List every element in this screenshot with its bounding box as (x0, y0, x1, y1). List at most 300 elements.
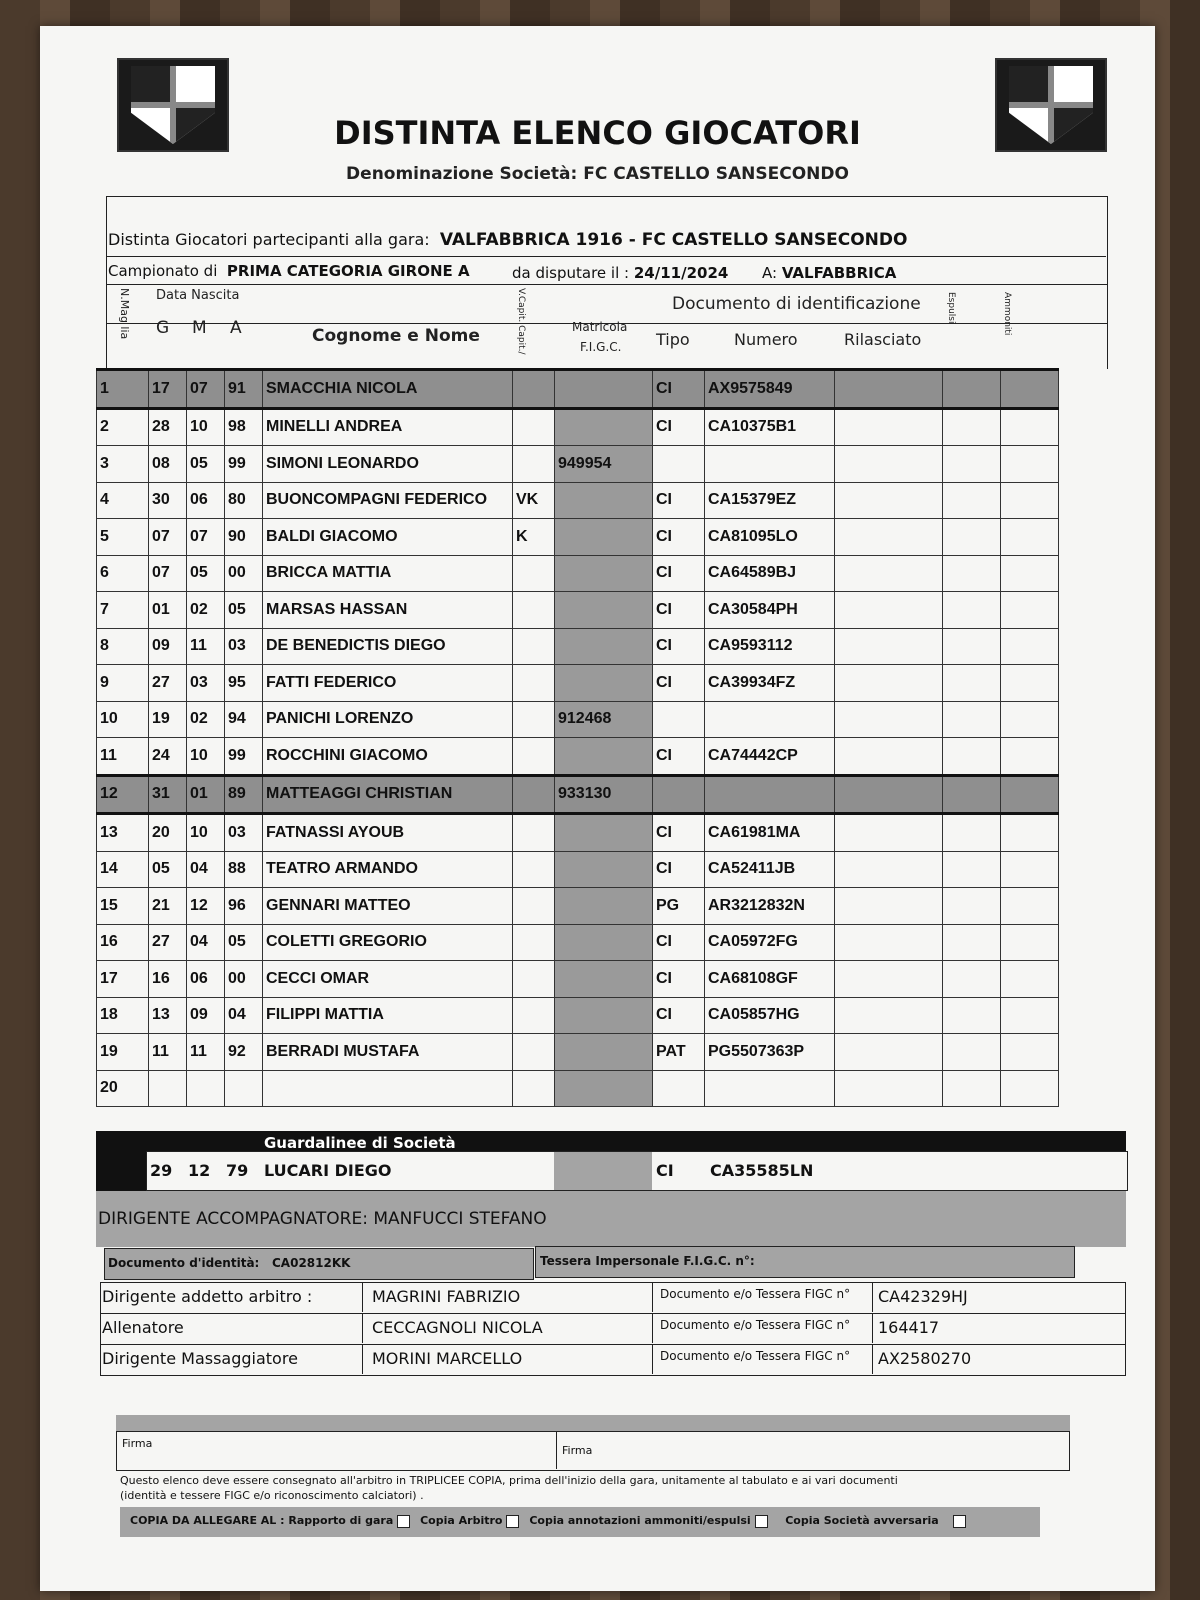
player-doc-tipo (653, 775, 705, 814)
firma-label-2: Firma (562, 1444, 593, 1457)
doc-identita-value: CA02812KK (272, 1256, 351, 1270)
player-doc-rilasciato (835, 446, 943, 483)
staff-role: Dirigente Massaggiatore (102, 1349, 298, 1368)
player-doc-tipo: CI (653, 408, 705, 446)
player-number: 7 (97, 592, 149, 629)
match-line: Distinta Giocatori partecipanti alla gara: VALFABBRICA 1916 - FC CASTELLO SANSECONDO (108, 230, 908, 250)
staff-divider (362, 1282, 363, 1312)
player-espulsi (943, 482, 1001, 519)
player-birth-year: 88 (225, 851, 263, 888)
player-birth-month: 07 (187, 519, 225, 556)
staff-doc-label: Documento e/o Tessera FIGC n° (660, 1287, 851, 1301)
staff-doc: 164417 (878, 1318, 940, 1337)
player-captain (513, 961, 555, 998)
staff-doc: CA42329HJ (878, 1287, 968, 1306)
player-birth-day: 27 (149, 665, 187, 702)
player-captain (513, 775, 555, 814)
player-captain (513, 1034, 555, 1071)
player-name: FILIPPI MATTIA (263, 997, 513, 1034)
player-row (97, 482, 1059, 519)
player-row (97, 408, 1059, 446)
player-ammoniti (1001, 555, 1059, 592)
col-name: Cognome e Nome (312, 326, 480, 346)
col-matricola: Matricola (572, 320, 628, 334)
player-captain (513, 408, 555, 446)
player-doc-tipo: CI (653, 592, 705, 629)
col-num: N.Mag lia (118, 288, 131, 340)
player-number: 6 (97, 555, 149, 592)
player-espulsi (943, 701, 1001, 738)
player-doc-rilasciato (835, 701, 943, 738)
col-rilasciato: Rilasciato (844, 330, 922, 349)
player-espulsi (943, 961, 1001, 998)
col-g: G (156, 318, 170, 338)
player-doc-tipo: PG (653, 888, 705, 925)
player-birth-year: 00 (225, 555, 263, 592)
player-number: 11 (97, 738, 149, 776)
player-espulsi (943, 555, 1001, 592)
player-matricola: 949954 (555, 446, 653, 483)
player-matricola (555, 738, 653, 776)
player-captain (513, 555, 555, 592)
player-birth-month: 05 (187, 446, 225, 483)
player-name: TEATRO ARMANDO (263, 851, 513, 888)
player-matricola: 933130 (555, 775, 653, 814)
player-name: BALDI GIACOMO (263, 519, 513, 556)
player-doc-tipo: PAT (653, 1034, 705, 1071)
firma-bar (116, 1415, 1070, 1431)
player-doc-numero: CA05857HG (705, 997, 835, 1034)
player-name: BERRADI MUSTAFA (263, 1034, 513, 1071)
player-number: 20 (97, 1070, 149, 1107)
player-doc-tipo: CI (653, 628, 705, 665)
player-matricola (555, 408, 653, 446)
dirigente-line: DIRIGENTE ACCOMPAGNATORE: MANFUCCI STEFANO (98, 1209, 547, 1229)
player-ammoniti (1001, 701, 1059, 738)
firma-box (116, 1431, 1070, 1471)
player-ammoniti (1001, 482, 1059, 519)
player-matricola (555, 924, 653, 961)
staff-name: CECCAGNOLI NICOLA (372, 1318, 543, 1337)
player-birth-month: 01 (187, 775, 225, 814)
player-espulsi (943, 924, 1001, 961)
player-captain (513, 370, 555, 409)
player-doc-rilasciato (835, 408, 943, 446)
player-birth-month: 10 (187, 408, 225, 446)
document-sheet (40, 26, 1155, 1591)
player-matricola (555, 888, 653, 925)
player-doc-rilasciato (835, 1034, 943, 1071)
player-doc-rilasciato (835, 775, 943, 814)
player-ammoniti (1001, 851, 1059, 888)
player-row (97, 814, 1059, 852)
player-matricola (555, 1034, 653, 1071)
player-matricola (555, 482, 653, 519)
player-birth-day: 31 (149, 775, 187, 814)
player-espulsi (943, 1070, 1001, 1107)
player-name: GENNARI MATTEO (263, 888, 513, 925)
player-row (97, 701, 1059, 738)
player-birth-year: 00 (225, 961, 263, 998)
player-ammoniti (1001, 924, 1059, 961)
staff-divider (872, 1313, 873, 1343)
player-row (97, 628, 1059, 665)
player-birth-day (149, 1070, 187, 1107)
player-captain (513, 701, 555, 738)
player-doc-numero: CA64589BJ (705, 555, 835, 592)
player-birth-month: 11 (187, 1034, 225, 1071)
player-number: 1 (97, 370, 149, 409)
player-birth-month: 06 (187, 482, 225, 519)
player-row (97, 592, 1059, 629)
player-doc-rilasciato (835, 851, 943, 888)
linesman-numero: CA35585LN (710, 1161, 814, 1180)
firma-label-1: Firma (122, 1437, 153, 1450)
player-doc-numero: CA74442CP (705, 738, 835, 776)
divider (106, 256, 1106, 257)
player-birth-year: 99 (225, 738, 263, 776)
linesman-label: Guardalinee di Società (264, 1134, 456, 1152)
player-birth-month: 12 (187, 888, 225, 925)
player-birth-day: 09 (149, 628, 187, 665)
player-row (97, 738, 1059, 776)
player-birth-month: 03 (187, 665, 225, 702)
player-ammoniti (1001, 738, 1059, 776)
player-doc-tipo (653, 701, 705, 738)
doc-identita-label: Documento d'identità: (108, 1256, 260, 1270)
player-doc-rilasciato (835, 888, 943, 925)
player-doc-numero: CA39934FZ (705, 665, 835, 702)
player-doc-tipo: CI (653, 482, 705, 519)
player-espulsi (943, 738, 1001, 776)
player-ammoniti (1001, 665, 1059, 702)
checkbox-rapporto[interactable] (397, 1515, 410, 1528)
player-name: BUONCOMPAGNI FEDERICO (263, 482, 513, 519)
player-number: 8 (97, 628, 149, 665)
linesman-m: 12 (188, 1161, 211, 1180)
player-espulsi (943, 851, 1001, 888)
col-figc: F.I.G.C. (580, 340, 622, 354)
player-birth-month: 09 (187, 997, 225, 1034)
player-birth-year: 05 (225, 592, 263, 629)
player-number: 5 (97, 519, 149, 556)
checkbox-annotazioni[interactable] (755, 1515, 768, 1528)
player-doc-rilasciato (835, 592, 943, 629)
player-ammoniti (1001, 446, 1059, 483)
player-espulsi (943, 408, 1001, 446)
player-birth-day: 01 (149, 592, 187, 629)
player-birth-month: 05 (187, 555, 225, 592)
player-birth-year: 94 (225, 701, 263, 738)
player-birth-month: 11 (187, 628, 225, 665)
place-line: A: VALFABBRICA (762, 264, 897, 282)
staff-divider (652, 1313, 653, 1343)
col-numero: Numero (734, 330, 798, 349)
player-birth-month: 06 (187, 961, 225, 998)
championship-line: Campionato di PRIMA CATEGORIA GIRONE A (108, 262, 470, 280)
player-doc-numero: CA81095LO (705, 519, 835, 556)
player-doc-tipo: CI (653, 738, 705, 776)
player-captain (513, 446, 555, 483)
player-number: 15 (97, 888, 149, 925)
player-doc-rilasciato (835, 370, 943, 409)
player-doc-numero (705, 701, 835, 738)
player-row (97, 1034, 1059, 1071)
linesman-header-bar (96, 1131, 1126, 1151)
staff-name: MAGRINI FABRIZIO (372, 1287, 521, 1306)
staff-divider (362, 1313, 363, 1343)
copy-options: COPIA DA ALLEGARE AL : Rapporto di gara Copia Arbitro Copia annotazioni ammoniti/espulsi Copia Società avversaria (130, 1514, 972, 1528)
player-number: 18 (97, 997, 149, 1034)
player-doc-tipo: CI (653, 997, 705, 1034)
player-matricola (555, 555, 653, 592)
player-row (97, 961, 1059, 998)
player-matricola: 912468 (555, 701, 653, 738)
player-espulsi (943, 446, 1001, 483)
player-doc-rilasciato (835, 665, 943, 702)
player-ammoniti (1001, 1034, 1059, 1071)
player-doc-numero (705, 446, 835, 483)
player-row (97, 370, 1059, 409)
staff-role: Dirigente addetto arbitro : (102, 1287, 313, 1306)
player-name: MARSAS HASSAN (263, 592, 513, 629)
player-doc-tipo: CI (653, 924, 705, 961)
player-birth-month: 07 (187, 370, 225, 409)
player-name: SMACCHIA NICOLA (263, 370, 513, 409)
player-espulsi (943, 814, 1001, 852)
player-name: PANICHI LORENZO (263, 701, 513, 738)
linesman-g: 29 (150, 1161, 173, 1180)
col-ammoniti: Ammoniti (1002, 292, 1012, 336)
player-name (263, 1070, 513, 1107)
player-birth-year: 98 (225, 408, 263, 446)
player-number: 10 (97, 701, 149, 738)
society-line: Denominazione Società: FC CASTELLO SANSECONDO (346, 164, 849, 184)
player-number: 2 (97, 408, 149, 446)
player-captain (513, 665, 555, 702)
staff-row (100, 1313, 1126, 1345)
player-ammoniti (1001, 814, 1059, 852)
player-birth-year: 96 (225, 888, 263, 925)
player-espulsi (943, 997, 1001, 1034)
col-doc: Documento di identificazione (672, 294, 921, 314)
player-doc-rilasciato (835, 519, 943, 556)
player-row (97, 888, 1059, 925)
checkbox-arbitro[interactable] (506, 1515, 519, 1528)
staff-doc: AX2580270 (878, 1349, 972, 1368)
staff-name: MORINI MARCELLO (372, 1349, 523, 1368)
player-birth-day: 11 (149, 1034, 187, 1071)
player-ammoniti (1001, 628, 1059, 665)
player-doc-tipo: CI (653, 519, 705, 556)
player-name: ROCCHINI GIACOMO (263, 738, 513, 776)
player-birth-day: 16 (149, 961, 187, 998)
player-doc-tipo: CI (653, 665, 705, 702)
player-doc-tipo: CI (653, 961, 705, 998)
staff-divider (362, 1344, 363, 1374)
player-row (97, 555, 1059, 592)
player-birth-day: 13 (149, 997, 187, 1034)
player-doc-rilasciato (835, 997, 943, 1034)
player-ammoniti (1001, 775, 1059, 814)
player-name: SIMONI LEONARDO (263, 446, 513, 483)
player-captain (513, 628, 555, 665)
player-captain: K (513, 519, 555, 556)
player-espulsi (943, 370, 1001, 409)
player-birth-day: 07 (149, 555, 187, 592)
player-row (97, 851, 1059, 888)
player-birth-year: 95 (225, 665, 263, 702)
player-birth-month: 02 (187, 592, 225, 629)
player-matricola (555, 814, 653, 852)
player-espulsi (943, 1034, 1001, 1071)
player-doc-numero: CA10375B1 (705, 408, 835, 446)
player-espulsi (943, 628, 1001, 665)
player-birth-year: 80 (225, 482, 263, 519)
player-doc-rilasciato (835, 628, 943, 665)
player-birth-month: 04 (187, 851, 225, 888)
player-row (97, 665, 1059, 702)
col-tipo: Tipo (656, 330, 690, 349)
player-captain (513, 851, 555, 888)
player-number: 9 (97, 665, 149, 702)
linesman-black-cell (96, 1151, 146, 1191)
player-birth-day: 19 (149, 701, 187, 738)
player-row (97, 519, 1059, 556)
player-number: 16 (97, 924, 149, 961)
linesman-a: 79 (226, 1161, 249, 1180)
player-doc-rilasciato (835, 961, 943, 998)
player-birth-year: 92 (225, 1034, 263, 1071)
player-birth-day: 17 (149, 370, 187, 409)
player-ammoniti (1001, 888, 1059, 925)
player-doc-numero: CA30584PH (705, 592, 835, 629)
player-name: CECCI OMAR (263, 961, 513, 998)
staff-divider (872, 1282, 873, 1312)
player-doc-numero (705, 1070, 835, 1107)
player-birth-day: 28 (149, 408, 187, 446)
footer-note: Questo elenco deve essere consegnato all'arbitro in TRIPLICEE COPIA, prima dell'inizio della gara, unitamente al tabulato e ai vari documenti (120, 1474, 898, 1487)
player-doc-rilasciato (835, 924, 943, 961)
player-number: 17 (97, 961, 149, 998)
player-doc-numero: CA52411JB (705, 851, 835, 888)
player-matricola (555, 665, 653, 702)
player-doc-tipo: CI (653, 370, 705, 409)
player-ammoniti (1001, 592, 1059, 629)
player-doc-tipo: CI (653, 814, 705, 852)
player-ammoniti (1001, 519, 1059, 556)
player-doc-numero: CA05972FG (705, 924, 835, 961)
player-doc-tipo: CI (653, 555, 705, 592)
player-birth-day: 27 (149, 924, 187, 961)
checkbox-societa[interactable] (953, 1515, 966, 1528)
player-birth-year: 89 (225, 775, 263, 814)
player-name: FATTI FEDERICO (263, 665, 513, 702)
player-ammoniti (1001, 408, 1059, 446)
firma-divider (556, 1431, 557, 1469)
player-row (97, 924, 1059, 961)
player-matricola (555, 997, 653, 1034)
player-captain (513, 814, 555, 852)
player-birth-year: 04 (225, 997, 263, 1034)
player-captain (513, 738, 555, 776)
player-espulsi (943, 775, 1001, 814)
player-number: 12 (97, 775, 149, 814)
player-birth-year: 90 (225, 519, 263, 556)
staff-role: Allenatore (102, 1318, 184, 1337)
date-line: da disputare il : 24/11/2024 (512, 264, 729, 282)
player-ammoniti (1001, 1070, 1059, 1107)
player-espulsi (943, 888, 1001, 925)
player-row (97, 997, 1059, 1034)
player-row (97, 775, 1059, 814)
player-birth-year: 99 (225, 446, 263, 483)
player-doc-numero: PG5507363P (705, 1034, 835, 1071)
player-doc-rilasciato (835, 482, 943, 519)
player-captain (513, 924, 555, 961)
player-number: 4 (97, 482, 149, 519)
player-name: MINELLI ANDREA (263, 408, 513, 446)
player-matricola (555, 1070, 653, 1107)
player-number: 3 (97, 446, 149, 483)
player-matricola (555, 628, 653, 665)
player-doc-rilasciato (835, 738, 943, 776)
player-birth-day: 21 (149, 888, 187, 925)
player-birth-year (225, 1070, 263, 1107)
player-doc-tipo (653, 446, 705, 483)
player-espulsi (943, 665, 1001, 702)
player-birth-day: 08 (149, 446, 187, 483)
player-name: MATTEAGGI CHRISTIAN (263, 775, 513, 814)
player-row (97, 446, 1059, 483)
player-doc-rilasciato (835, 555, 943, 592)
player-number: 13 (97, 814, 149, 852)
player-doc-rilasciato (835, 814, 943, 852)
page-title: DISTINTA ELENCO GIOCATORI (334, 114, 861, 152)
player-captain: VK (513, 482, 555, 519)
player-doc-numero (705, 775, 835, 814)
player-ammoniti (1001, 370, 1059, 409)
player-birth-day: 24 (149, 738, 187, 776)
player-number: 14 (97, 851, 149, 888)
footer-note-2: (identità e tessere FIGC e/o riconoscimento calciatori) . (120, 1489, 424, 1502)
player-matricola (555, 851, 653, 888)
player-name: BRICCA MATTIA (263, 555, 513, 592)
player-captain (513, 1070, 555, 1107)
player-doc-tipo: CI (653, 851, 705, 888)
staff-doc-label: Documento e/o Tessera FIGC n° (660, 1318, 851, 1332)
col-m: M (192, 318, 207, 338)
col-capt: V.Capit. Capit./ (516, 288, 526, 355)
player-row (97, 1070, 1059, 1107)
player-ammoniti (1001, 997, 1059, 1034)
player-birth-year: 05 (225, 924, 263, 961)
player-birth-month (187, 1070, 225, 1107)
player-ammoniti (1001, 961, 1059, 998)
linesman-tipo: CI (656, 1161, 674, 1180)
player-matricola (555, 592, 653, 629)
player-birth-year: 03 (225, 814, 263, 852)
player-birth-month: 02 (187, 701, 225, 738)
player-birth-day: 05 (149, 851, 187, 888)
player-name: COLETTI GREGORIO (263, 924, 513, 961)
player-captain (513, 592, 555, 629)
staff-doc-label: Documento e/o Tessera FIGC n° (660, 1349, 851, 1363)
player-name: FATNASSI AYOUB (263, 814, 513, 852)
player-doc-tipo (653, 1070, 705, 1107)
player-birth-day: 20 (149, 814, 187, 852)
staff-divider (652, 1282, 653, 1312)
